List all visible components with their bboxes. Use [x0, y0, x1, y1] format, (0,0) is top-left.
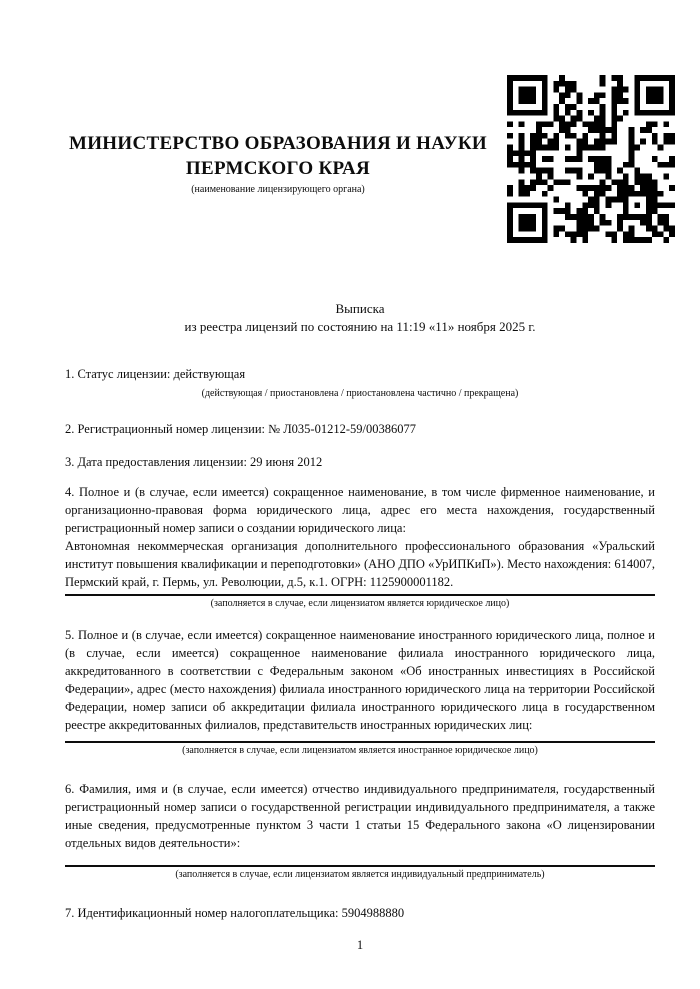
item-grant-date: [65, 453, 655, 471]
item-foreign-entity: [65, 626, 655, 734]
entrepreneur-clause: 6. Фамилия, имя и (в случае, если имеется) отчество индивидуального предпринимателя, государственный регистрационный номер записи о государственной регистрации индивидуального предпринимателя, а также иные сведения, предусмотренные пунктом 3 части 1 статьи 15 Федерального закона «О лицензировании отдельных видов деятельности»:: [65, 782, 655, 850]
foreign-entity-fill-caption: (заполняется в случае, если лицензиатом является иностранное юридическое лицо): [182, 745, 538, 756]
entrepreneur-fill-line: [65, 865, 655, 867]
qr-code: [506, 75, 676, 243]
license-status-text: 1. Статус лицензии: действующая: [65, 367, 246, 381]
legal-entity-value: Автономная некоммерческая организация дополнительного профессионального образования «Уральский институт повышения квалификации и переподготовки» (АНО ДПО «УрИПКиП»). Место нахождения: 614007, Пермский край, г. Пермь, ул. Революции, д.5, к.1. ОГРН: 1125900001182.: [65, 539, 655, 589]
legal-entity-fill-caption: (заполняется в случае, если лицензиатом является юридическое лицо): [210, 598, 510, 609]
entrepreneur-fill-caption: (заполняется в случае, если лицензиатом является индивидуальный предприниматель): [175, 869, 545, 880]
document-title-line-2: из реестра лицензий по состоянию на 11:19 «11» ноября 2025 г.: [184, 319, 536, 334]
item-legal-entity: [65, 483, 655, 591]
document-content: [0, 131, 700, 954]
legal-entity-fill-line: [65, 594, 655, 596]
item-registration-number: [65, 420, 655, 438]
page-number: 1: [356, 938, 364, 952]
taxpayer-number-text: 7. Идентификационный номер налогоплательщика: 5904988880: [65, 906, 405, 920]
authority-caption: (наименование лицензирующего органа): [191, 184, 365, 195]
legal-entity-clause: 4. Полное и (в случае, если имеется) сокращенное наименование, в том числе фирменное наименование, и организационно-правовая форма юридического лица, адрес его места нахождения, государственный регистрационный номер записи о создании юридического лица:: [65, 485, 655, 535]
authority-name-line-1: МИНИСТЕРСТВО ОБРАЗОВАНИЯ И НАУКИ: [68, 133, 488, 154]
licensing-authority-block: [65, 131, 491, 196]
authority-name-line-2: ПЕРМСКОГО КРАЯ: [185, 158, 371, 179]
item-taxpayer-number: [65, 904, 655, 922]
qr-modules: [507, 75, 675, 243]
foreign-entity-clause: 5. Полное и (в случае, если имеется) сокращенное наименование иностранного юридического лица, полное и (в случае, если имеется) сокращенное наименование филиала иностранного юридического лица, аккредитованного в соответствии с Федеральным законом «Об иностранных инвестициях в Российской Федерации», адрес (место нахождения) филиала иностранного юридического лица на территории Российской Федерации, номер записи об аккредитации филиала иностранного юридического лица в государственном реестре аккредитованных филиалов, представительств иностранных юридических лиц:: [65, 628, 655, 732]
foreign-entity-fill-line: [65, 741, 655, 743]
document-title: [65, 300, 655, 336]
license-status-options-caption: (действующая / приостановлена / приостановлена частично / прекращена): [201, 388, 519, 399]
item-entrepreneur: [65, 780, 655, 852]
item-license-status: [65, 365, 655, 383]
document-title-line-1: Выписка: [335, 301, 385, 316]
grant-date-text: 3. Дата предоставления лицензии: 29 июня 2012: [65, 455, 323, 469]
registration-number-text: 2. Регистрационный номер лицензии: № Л035-01212-59/00386077: [65, 422, 416, 436]
